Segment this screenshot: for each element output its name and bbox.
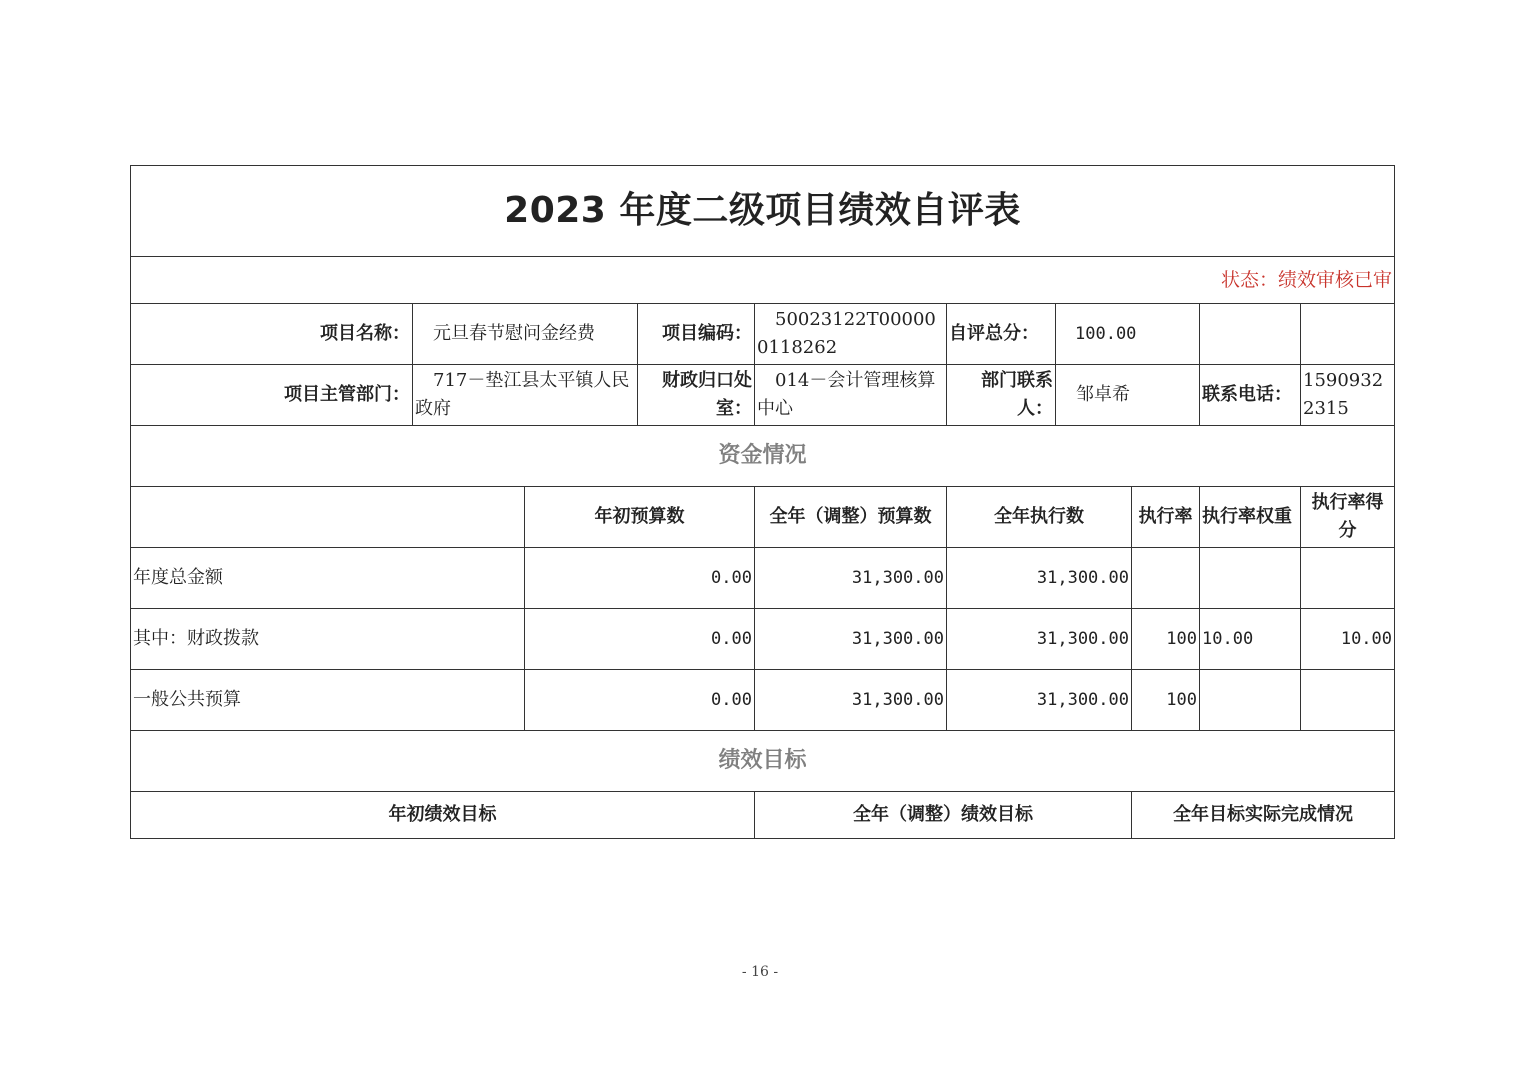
rate-score-value [1301, 670, 1395, 731]
evaluation-table [130, 165, 1395, 839]
header-rate-score: 执行率得分 [1301, 487, 1395, 548]
header-adjusted-budget: 全年（调整）预算数 [755, 487, 947, 548]
department-value: 717－垫江县太平镇人民政府 [413, 365, 638, 426]
adjusted-budget-value: 31,300.00 [755, 609, 947, 670]
header-initial-goal: 年初绩效目标 [131, 792, 755, 839]
rate-score-value [1301, 548, 1395, 609]
form-title: 2023 年度二级项目绩效自评表 [131, 166, 1395, 257]
status-text: 状态：绩效审核已审 [131, 257, 1395, 304]
performance-evaluation-form [130, 165, 1394, 851]
project-code-value: 50023122T000000118262 [755, 304, 947, 365]
table-row [131, 670, 1395, 731]
page-number: - 16 - [741, 964, 779, 980]
phone-label: 联系电话： [1200, 365, 1301, 426]
project-code-label: 项目编码： [638, 304, 755, 365]
rate-weight-value [1200, 548, 1301, 609]
empty-header-cell [131, 487, 525, 548]
initial-budget-value: 0.00 [525, 609, 755, 670]
adjusted-budget-value: 31,300.00 [755, 548, 947, 609]
finance-office-value: 014－会计管理核算中心 [755, 365, 947, 426]
empty-cell [1200, 304, 1301, 365]
self-score-label: 自评总分： [947, 304, 1056, 365]
self-score-value: 100.00 [1056, 304, 1200, 365]
adjusted-budget-value: 31,300.00 [755, 670, 947, 731]
project-name-label: 项目名称： [131, 304, 413, 365]
header-actual-completion: 全年目标实际完成情况 [1132, 792, 1395, 839]
table-row [131, 548, 1395, 609]
execution-rate-value [1132, 548, 1200, 609]
rate-score-value: 10.00 [1301, 609, 1395, 670]
row-label: 一般公共预算 [131, 670, 525, 731]
contact-person-label: 部门联系人： [947, 365, 1056, 426]
phone-value: 15909322315 [1301, 365, 1395, 426]
row-label: 年度总金额 [131, 548, 525, 609]
rate-weight-value [1200, 670, 1301, 731]
rate-weight-value: 10.00 [1200, 609, 1301, 670]
empty-cell [1301, 304, 1395, 365]
executed-value: 31,300.00 [947, 670, 1132, 731]
row-label: 其中：财政拨款 [131, 609, 525, 670]
header-initial-budget: 年初预算数 [525, 487, 755, 548]
contact-person-value: 邹卓希 [1056, 365, 1200, 426]
executed-value: 31,300.00 [947, 548, 1132, 609]
initial-budget-value: 0.00 [525, 670, 755, 731]
execution-rate-value: 100 [1132, 609, 1200, 670]
header-executed-amount: 全年执行数 [947, 487, 1132, 548]
goals-section-title: 绩效目标 [131, 731, 1395, 792]
executed-value: 31,300.00 [947, 609, 1132, 670]
initial-budget-value: 0.00 [525, 548, 755, 609]
finance-office-label: 财政归口处室： [638, 365, 755, 426]
header-rate-weight: 执行率权重 [1200, 487, 1301, 548]
funds-section-title: 资金情况 [131, 426, 1395, 487]
execution-rate-value: 100 [1132, 670, 1200, 731]
department-label: 项目主管部门： [131, 365, 413, 426]
header-execution-rate: 执行率 [1132, 487, 1200, 548]
project-name-value: 元旦春节慰问金经费 [413, 304, 638, 365]
table-row [131, 609, 1395, 670]
header-adjusted-goal: 全年（调整）绩效目标 [755, 792, 1132, 839]
